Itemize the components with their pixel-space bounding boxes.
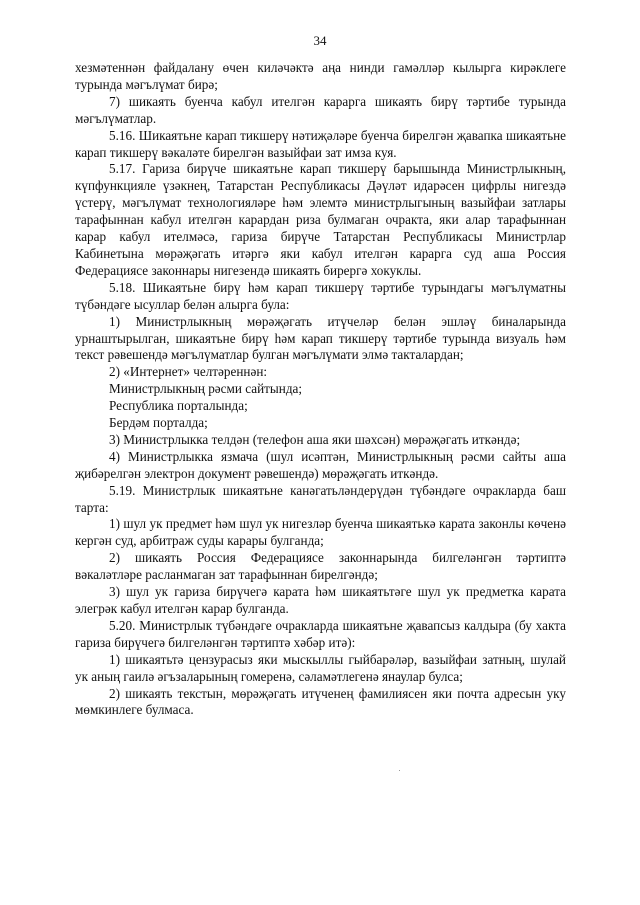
paragraph: Министрлыкның рәсми сайтында;: [109, 381, 303, 397]
paragraph: 7) шикаять буенча кабул ителгән карарга шикаять бирү тәртибе турында мәгълүматлар.: [75, 93, 566, 126]
paragraph: 4) Министрлыкка язмача (шул исәптән, Министрлыкның рәсми сайты аша җибәрелгән электрон документ рәвешендә) мөрәҗәгать иткәндә.: [75, 448, 566, 481]
paragraph: 1) Министрлыкның мөрәҗәгать итүчеләр белән эшләү биналарында урнаштырылган, шикаятьне бирү һәм карап тикшерү тәртибе турында визуаль һәм текст рәвешендә мәгълүматлар булган мәгълүмати элмә такталардан;: [75, 313, 566, 363]
paragraph: Республика порталында;: [109, 398, 248, 414]
document-body: [75, 60, 566, 719]
paragraph: 1) шул ук предмет һәм шул ук нигезләр буенча шикаятькә карата законлы көченә кергән суд, арбитраж суды карары булганда;: [75, 516, 566, 549]
paragraph: 5.20. Министрлык түбәндәге очракларда шикаятьне җавапсыз калдыра (бу хакта гариза бирүчегә билгеләнгән тәртиптә хәбәр итә):: [75, 617, 566, 650]
paragraph: 3) Министрлыкка телдән (телефон аша яки шәхсән) мөрәҗәгать иткәндә;: [109, 431, 521, 447]
paragraph: 5.16. Шикаятьне карап тикшерү нәтиҗәләре буенча бирелгән җавапка шикаятьне карап тикшерү вәкаләте бирелгән вазыйфаи зат имза куя.: [75, 127, 566, 160]
paragraph: 2) шикаять Россия Федерациясе законнарында билгеләнгән тәртиптә вәкаләтләре расланмаган зат тарафыннан бирелгәндә;: [75, 550, 566, 583]
page-number: 34: [313, 33, 327, 48]
paragraph: 5.19. Министрлык шикаятьне канәгатьләндерүдән түбәндәге очракларда баш тарта:: [75, 482, 566, 515]
paragraph: 2) шикаять текстын, мөрәҗәгать итүченең фамилиясен яки почта адресын уку мөмкинлеге булмаса.: [75, 685, 566, 718]
paragraph: 3) шул ук гариза бирүчегә карата һәм шикаятьтәге шул ук предметка карата элегрәк кабул ителгән карар булганда.: [75, 584, 566, 616]
paragraph: хезмәтеннән файдалану өчен киләчәктә аңа нинди гамәлләр кылырга кирәклеге турында мәгълүмат бирә;: [75, 60, 566, 92]
paragraph: 1) шикаятьтә цензурасыз яки мыскыллы гыйбарәләр, вазыйфаи затның, шулай ук аның гаилә әгъзаларының гомеренә, сәламәтлегенә янаулар булса;: [75, 651, 566, 684]
paragraph: 5.18. Шикаятьне бирү һәм карап тикшерү тәртибе турындагы мәгълүматны түбәндәге ысуллар белән алырга була:: [75, 279, 566, 312]
paragraph: 2) «Интернет» челтәреннән:: [109, 364, 268, 380]
paragraph: Бердәм порталда;: [109, 415, 208, 431]
paragraph: 5.17. Гариза бирүче шикаятьне карап тикшерү барышында Министрлыкның, күпфункцияле үзәкнең, Татарстан Республикасы Дәүләт идарәсен цифрлы нигездә үстерү, мәгълүмат технологияләре һәм элемтә министрлыгының вазыйфаи затлары тарафыннан кабул ителгән карардан риза булмаган очракта, яки алар тарафыннан карар кабул ителмәсә, гариза бирүче Татарстан Республикасы Министрлар Кабинетына мөрәҗәгать итәргә яки кабул ителгән карарга суд аша Россия Федерациясе законнары нигезендә шикаять бирергә хокуклы.: [75, 161, 566, 278]
scan-speck: [399, 770, 400, 771]
